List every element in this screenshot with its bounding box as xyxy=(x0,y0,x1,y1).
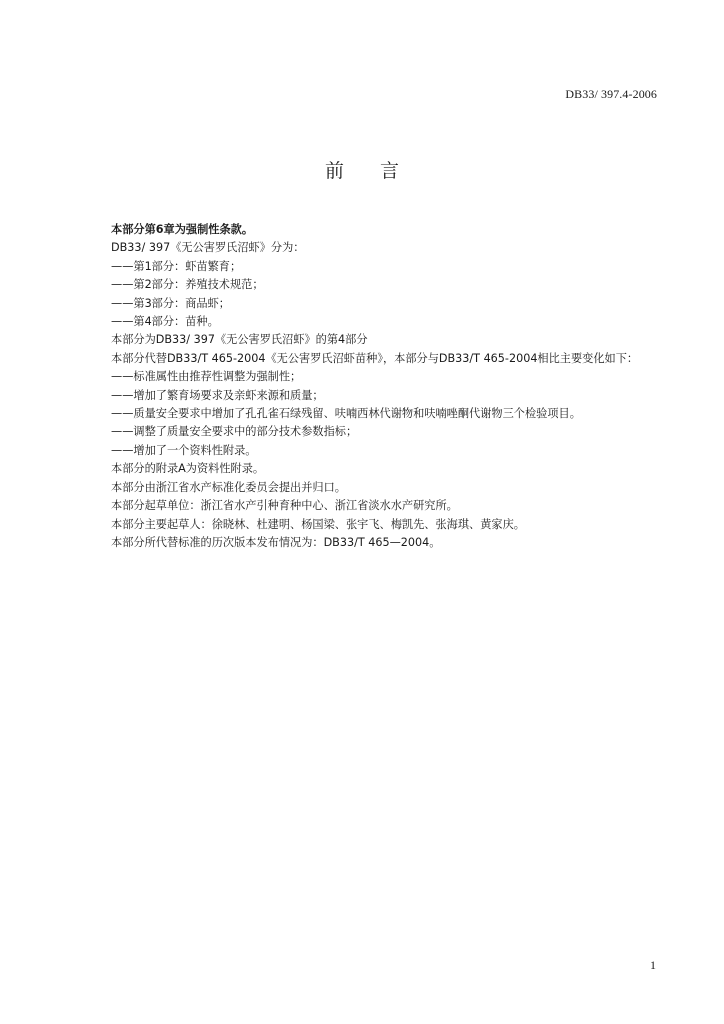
paragraph-this-part: 本部分为DB33/ 397《无公害罗氏沼虾》的第4部分 xyxy=(111,333,368,347)
list-item-part-2: ——第2部分：养殖技术规范； xyxy=(111,278,264,292)
paragraph-parts-intro: DB33/ 397《无公害罗氏沼虾》分为： xyxy=(111,241,305,255)
paragraph-previous-editions: 本部分所代替标准的历次版本发布情况为：DB33/T 465—2004。 xyxy=(111,535,441,549)
list-item-change-1: ——标准属性由推荐性调整为强制性； xyxy=(111,370,302,384)
list-item-change-5: ——增加了一个资料性附录。 xyxy=(111,443,257,457)
page-title: 前 言 xyxy=(324,160,400,182)
paragraph-replaces: 本部分代替DB33/T 465-2004《无公害罗氏沼虾苗种》，本部分与DB33/T 465-2004相比主要变化如下： xyxy=(111,351,639,365)
page-number: 1 xyxy=(650,958,656,972)
list-item-part-4: ——第4部分：苗种。 xyxy=(111,315,219,329)
paragraph-drafting-units: 本部分起草单位：浙江省水产引种育种中心、浙江省淡水水产研究所。 xyxy=(111,499,458,513)
foreword-body xyxy=(88,221,660,552)
paragraph-drafters: 本部分主要起草人：徐晓林、杜建明、杨国梁、张宇飞、梅凯先、张海琪、黄家庆。 xyxy=(111,517,525,531)
list-item-change-4: ——调整了质量安全要求中的部分技术参数指标； xyxy=(111,425,358,439)
list-item-part-1: ——第1部分：虾苗繁育； xyxy=(111,259,242,273)
standard-code: DB33/ 397.4-2006 xyxy=(565,87,657,101)
list-item-change-3: ——质量安全要求中增加了孔孔雀石绿残留、呋喃西林代谢物和呋喃唑酮代谢物三个检验项目。 xyxy=(111,407,581,421)
paragraph-mandatory-clause: 本部分第6章为强制性条款。 xyxy=(111,223,254,236)
paragraph-annex: 本部分的附录A为资料性附录。 xyxy=(111,462,265,476)
list-item-change-2: ——增加了繁育场要求及亲虾来源和质量； xyxy=(111,388,324,402)
paragraph-proposed-by: 本部分由浙江省水产标准化委员会提出并归口。 xyxy=(111,480,346,494)
list-item-part-3: ——第3部分：商品虾； xyxy=(111,296,230,310)
